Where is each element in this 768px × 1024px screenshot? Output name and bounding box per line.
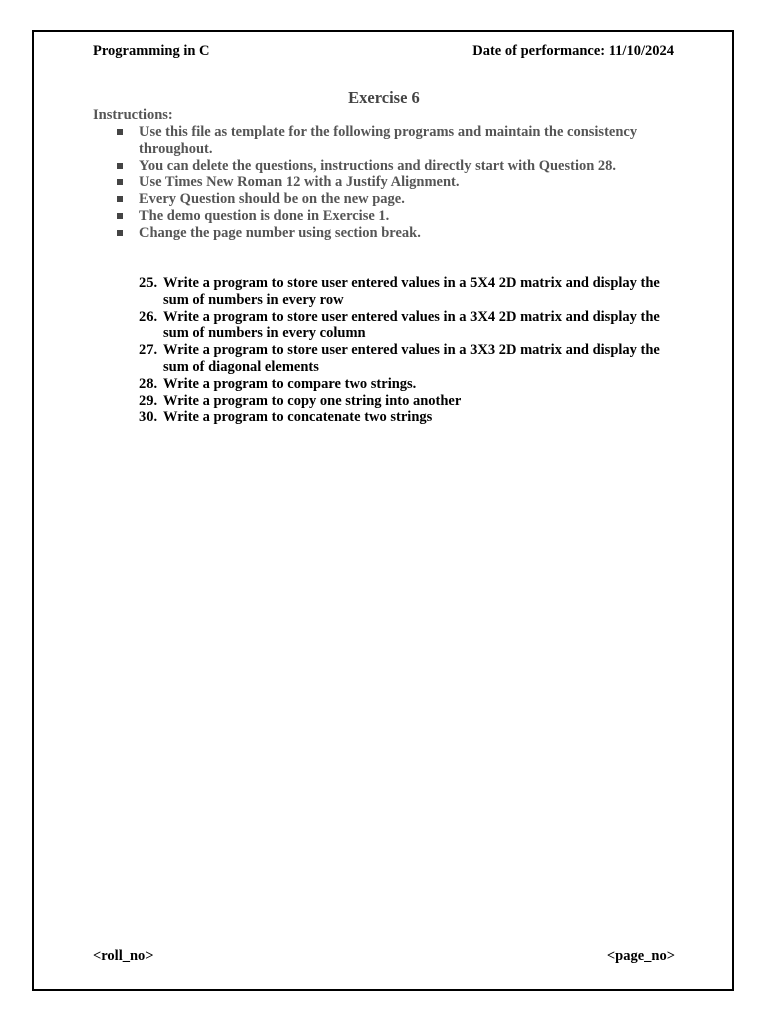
question-item [139, 393, 675, 410]
instruction-text: You can delete the questions, instructions and directly start with Question 28. [139, 157, 617, 174]
question-text: Write a program to copy one string into another [163, 392, 462, 409]
question-number: 25. [139, 275, 158, 291]
instruction-item [93, 158, 675, 175]
instruction-text: The demo question is done in Exercise 1. [139, 207, 390, 224]
question-text: Write a program to store user entered values in a 3X3 2D matrix and display the sum of diagonal elements [163, 342, 660, 375]
instructions-label: Instructions: [93, 107, 173, 123]
instruction-item [93, 208, 675, 225]
question-number: 26. [139, 308, 158, 325]
exercise-title: Exercise 6 [348, 88, 420, 107]
question-list [139, 275, 675, 426]
question-item [139, 342, 675, 376]
instruction-item [93, 174, 675, 191]
course-title: Programming in C [93, 43, 210, 59]
square-bullet-icon [117, 129, 123, 135]
instruction-item [93, 124, 675, 158]
instruction-item [93, 191, 675, 208]
question-text: Write a program to compare two strings. [163, 375, 417, 392]
question-text: Write a program to concatenate two strings [163, 409, 433, 426]
instruction-text: Use this file as template for the following programs and maintain the consistency throughout. [139, 124, 638, 157]
square-bullet-icon [117, 230, 123, 236]
question-item [139, 409, 675, 426]
page-number-placeholder: <page_no> [606, 948, 675, 964]
question-item [139, 309, 675, 343]
square-bullet-icon [117, 163, 123, 169]
question-text: Write a program to store user entered values in a 5X4 2D matrix and display the sum of numbers in every row [163, 275, 660, 308]
instruction-item [93, 225, 675, 242]
question-number: 27. [139, 342, 158, 359]
question-number: 29. [139, 392, 158, 409]
instruction-text: Change the page number using section break. [139, 224, 421, 241]
question-text: Write a program to store user entered values in a 3X4 2D matrix and display the sum of numbers in every column [163, 308, 660, 342]
roll-number-placeholder: <roll_no> [93, 948, 154, 964]
question-number: 28. [139, 375, 158, 392]
question-item [139, 275, 675, 309]
instruction-text: Every Question should be on the new page. [139, 191, 405, 208]
instructions-list [93, 124, 675, 242]
instruction-text: Use Times New Roman 12 with a Justify Alignment. [139, 174, 460, 191]
square-bullet-icon [117, 196, 123, 202]
square-bullet-icon [117, 213, 123, 219]
question-item [139, 376, 675, 393]
question-number: 30. [139, 409, 158, 426]
performance-date: Date of performance: 11/10/2024 [472, 43, 674, 59]
square-bullet-icon [117, 179, 123, 185]
